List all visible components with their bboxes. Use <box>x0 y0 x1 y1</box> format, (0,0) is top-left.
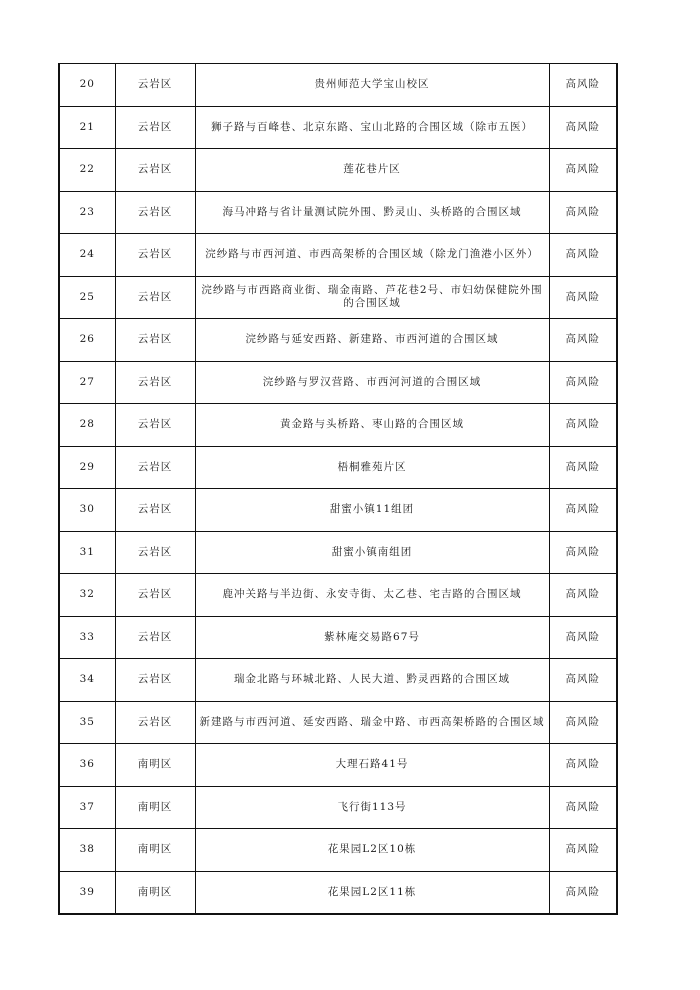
row-number: 31 <box>59 531 115 574</box>
table-row <box>59 319 617 362</box>
table-row <box>59 574 617 617</box>
risk-level-cell: 高风险 <box>549 574 617 617</box>
district-cell: 云岩区 <box>115 659 195 702</box>
row-number: 27 <box>59 361 115 404</box>
table-row <box>59 191 617 234</box>
row-number: 37 <box>59 786 115 829</box>
table-row <box>59 531 617 574</box>
table-row <box>59 234 617 277</box>
area-cell: 紫林庵交易路67号 <box>195 616 549 659</box>
district-cell: 云岩区 <box>115 404 195 447</box>
row-number: 34 <box>59 659 115 702</box>
area-cell: 浣纱路与延安西路、新建路、市西河道的合围区域 <box>195 319 549 362</box>
risk-level-cell: 高风险 <box>549 361 617 404</box>
risk-level-cell: 高风险 <box>549 404 617 447</box>
row-number: 25 <box>59 276 115 319</box>
table-row <box>59 871 617 914</box>
table-row <box>59 446 617 489</box>
row-number: 29 <box>59 446 115 489</box>
risk-level-cell: 高风险 <box>549 701 617 744</box>
row-number: 35 <box>59 701 115 744</box>
risk-level-cell: 高风险 <box>549 319 617 362</box>
table-row <box>59 276 617 319</box>
table-row <box>59 829 617 872</box>
district-cell: 云岩区 <box>115 106 195 149</box>
row-number: 33 <box>59 616 115 659</box>
district-cell: 云岩区 <box>115 574 195 617</box>
area-cell: 浣纱路与罗汉营路、市西河河道的合围区域 <box>195 361 549 404</box>
table-row <box>59 616 617 659</box>
area-cell: 新建路与市西河道、延安西路、瑞金中路、市西高架桥路的合围区域 <box>195 701 549 744</box>
row-number: 22 <box>59 149 115 192</box>
area-cell: 狮子路与百峰巷、北京东路、宝山北路的合围区域（除市五医） <box>195 106 549 149</box>
district-cell: 云岩区 <box>115 361 195 404</box>
area-cell: 贵州师范大学宝山校区 <box>195 64 549 107</box>
district-cell: 南明区 <box>115 786 195 829</box>
area-cell: 甜蜜小镇11组团 <box>195 489 549 532</box>
table-row <box>59 404 617 447</box>
row-number: 36 <box>59 744 115 787</box>
area-cell: 浣纱路与市西河道、市西高架桥的合围区域（除龙门渔港小区外） <box>195 234 549 277</box>
risk-level-cell: 高风险 <box>549 149 617 192</box>
risk-level-cell: 高风险 <box>549 489 617 532</box>
row-number: 30 <box>59 489 115 532</box>
row-number: 20 <box>59 64 115 107</box>
area-cell: 莲花巷片区 <box>195 149 549 192</box>
area-cell: 浣纱路与市西路商业街、瑞金南路、芦花巷2号、市妇幼保健院外围的合围区域 <box>195 276 549 319</box>
risk-level-cell: 高风险 <box>549 829 617 872</box>
row-number: 21 <box>59 106 115 149</box>
district-cell: 云岩区 <box>115 191 195 234</box>
district-cell: 云岩区 <box>115 531 195 574</box>
risk-level-cell: 高风险 <box>549 191 617 234</box>
area-cell: 花果园L2区11栋 <box>195 871 549 914</box>
area-cell: 飞行街113号 <box>195 786 549 829</box>
district-cell: 云岩区 <box>115 446 195 489</box>
area-cell: 黄金路与头桥路、枣山路的合围区域 <box>195 404 549 447</box>
district-cell: 南明区 <box>115 829 195 872</box>
area-cell: 甜蜜小镇南组团 <box>195 531 549 574</box>
table-row <box>59 659 617 702</box>
district-cell: 云岩区 <box>115 489 195 532</box>
table-row <box>59 106 617 149</box>
risk-level-cell: 高风险 <box>549 276 617 319</box>
row-number: 32 <box>59 574 115 617</box>
risk-level-cell: 高风险 <box>549 786 617 829</box>
risk-level-cell: 高风险 <box>549 446 617 489</box>
risk-level-cell: 高风险 <box>549 616 617 659</box>
risk-area-table <box>58 63 618 915</box>
table-row <box>59 64 617 107</box>
area-cell: 瑞金北路与环城北路、人民大道、黔灵西路的合围区域 <box>195 659 549 702</box>
district-cell: 云岩区 <box>115 319 195 362</box>
area-cell: 大理石路41号 <box>195 744 549 787</box>
row-number: 39 <box>59 871 115 914</box>
risk-level-cell: 高风险 <box>549 106 617 149</box>
table-row <box>59 744 617 787</box>
district-cell: 南明区 <box>115 871 195 914</box>
district-cell: 云岩区 <box>115 276 195 319</box>
area-cell: 花果园L2区10栋 <box>195 829 549 872</box>
area-cell: 海马冲路与省计量测试院外围、黔灵山、头桥路的合围区域 <box>195 191 549 234</box>
district-cell: 南明区 <box>115 744 195 787</box>
row-number: 23 <box>59 191 115 234</box>
risk-level-cell: 高风险 <box>549 531 617 574</box>
table-row <box>59 361 617 404</box>
table-row <box>59 786 617 829</box>
table-row <box>59 701 617 744</box>
district-cell: 云岩区 <box>115 616 195 659</box>
area-cell: 梧桐雅苑片区 <box>195 446 549 489</box>
table-row <box>59 489 617 532</box>
row-number: 26 <box>59 319 115 362</box>
district-cell: 云岩区 <box>115 149 195 192</box>
row-number: 24 <box>59 234 115 277</box>
table-row <box>59 149 617 192</box>
district-cell: 云岩区 <box>115 701 195 744</box>
district-cell: 云岩区 <box>115 234 195 277</box>
area-cell: 鹿冲关路与半边街、永安寺街、太乙巷、宅吉路的合围区域 <box>195 574 549 617</box>
table-body <box>59 64 617 915</box>
risk-level-cell: 高风险 <box>549 659 617 702</box>
district-cell: 云岩区 <box>115 64 195 107</box>
risk-level-cell: 高风险 <box>549 744 617 787</box>
row-number: 38 <box>59 829 115 872</box>
row-number: 28 <box>59 404 115 447</box>
risk-level-cell: 高风险 <box>549 234 617 277</box>
risk-level-cell: 高风险 <box>549 64 617 107</box>
risk-level-cell: 高风险 <box>549 871 617 914</box>
